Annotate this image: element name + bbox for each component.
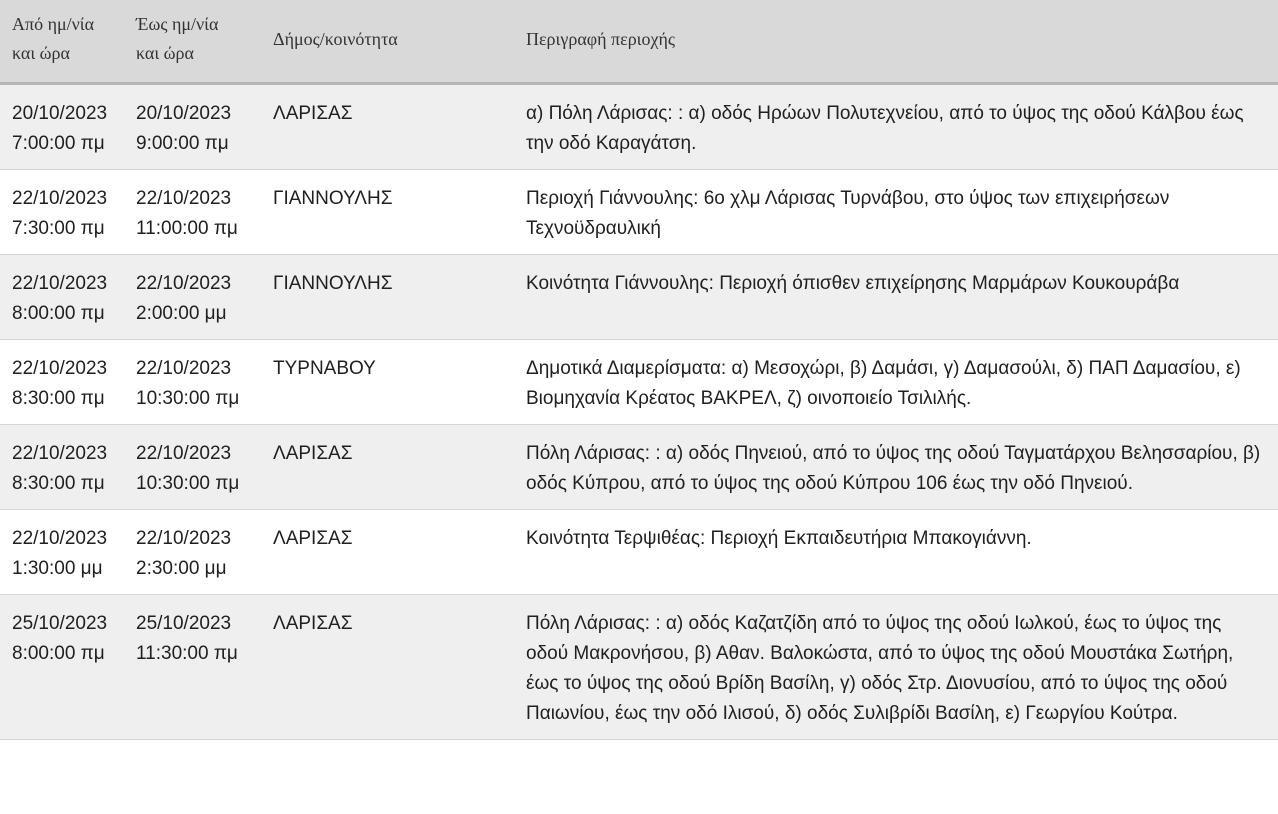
from-date: 22/10/2023 [12,443,108,464]
cell-to [136,84,273,170]
table-row [0,340,1278,425]
to-date: 22/10/2023 [136,273,232,294]
table-row [0,425,1278,510]
header-municipality: Δήμος/κοινότητα [273,0,526,84]
cell-description [526,340,1278,425]
from-date: 22/10/2023 [12,273,108,294]
cell-description [526,425,1278,510]
description-text: Πόλη Λάρισας: : α) οδός Καζατζίδη από το ύψος της οδού Ιωλκού, έως το ύψος της οδού Μακρονήσου, β) Αθαν. Βαλοκώστα, από το ύψος της οδού Μουστάκα Σωτήρη, έως το ύψος της οδού Βρίδη Βασίλη, γ) οδός Στρ. Διονυσίου, από το ύψος της οδού Παιωνίου, έως την οδό Ιλισού, δ) οδός Συλιβρίδι Βασίλη, ε) Γεωργίου Κούτρα. [526,613,1234,724]
cell-from [0,510,136,595]
table-body [0,84,1278,740]
to-time: 11:00:00 πμ [136,218,238,239]
to-date: 22/10/2023 [136,443,232,464]
to-date: 20/10/2023 [136,103,232,124]
table-row [0,255,1278,340]
header-from-line2: και ώρα [12,43,70,63]
description-text: Δημοτικά Διαμερίσματα: α) Μεσοχώρι, β) Δαμάσι, γ) Δαμασούλι, δ) ΠΑΠ Δαμασίου, ε) Βιομηχανία Κρέατος ΒΑΚΡΕΛ, ζ) οινοποιείο Τσιλιλής. [526,358,1241,409]
cell-municipality: ΛΑΡΙΣΑΣ [273,84,526,170]
to-time: 11:30:00 πμ [136,643,238,664]
to-time: 2:30:00 μμ [136,558,227,579]
cell-from [0,595,136,740]
header-to [136,0,273,84]
from-date: 25/10/2023 [12,613,108,634]
from-time: 1:30:00 μμ [12,558,103,579]
from-time: 8:30:00 πμ [12,388,105,409]
cell-from [0,170,136,255]
cell-from [0,340,136,425]
description-text: Κοινότητα Τερψιθέας: Περιοχή Εκπαιδευτήρια Μπακογιάννη. [526,528,1032,549]
from-time: 8:30:00 πμ [12,473,105,494]
from-date: 22/10/2023 [12,358,108,379]
header-description: Περιγραφή περιοχής [526,0,1278,84]
cell-municipality: ΓΙΑΝΝΟΥΛΗΣ [273,170,526,255]
to-date: 22/10/2023 [136,188,232,209]
cell-municipality: ΤΥΡΝΑΒΟΥ [273,340,526,425]
header-from [0,0,136,84]
from-date: 20/10/2023 [12,103,108,124]
cell-description [526,255,1278,340]
cell-to [136,255,273,340]
cell-description [526,595,1278,740]
cell-from [0,84,136,170]
cell-municipality: ΛΑΡΙΣΑΣ [273,510,526,595]
cell-from [0,255,136,340]
from-time: 7:30:00 πμ [12,218,105,239]
cell-to [136,170,273,255]
description-text: α) Πόλη Λάρισας: : α) οδός Ηρώων Πολυτεχνείου, από το ύψος της οδού Κάλβου έως την οδό Καραγάτση. [526,103,1244,154]
header-from-line1: Από ημ/νία [12,14,95,34]
to-time: 10:30:00 πμ [136,473,240,494]
table-row [0,510,1278,595]
table-row [0,595,1278,740]
table-header [0,0,1278,84]
description-text: Κοινότητα Γιάννουλης: Περιοχή όπισθεν επιχείρησης Μαρμάρων Κουκουράβα [526,273,1180,294]
from-date: 22/10/2023 [12,188,108,209]
cell-description [526,84,1278,170]
from-time: 7:00:00 πμ [12,133,105,154]
cell-to [136,510,273,595]
description-text: Περιοχή Γιάννουλης: 6ο χλμ Λάρισας Τυρνάβου, στο ύψος των επιχειρήσεων Τεχνοϋδραυλική [526,188,1170,239]
cell-municipality: ΛΑΡΙΣΑΣ [273,595,526,740]
to-time: 9:00:00 πμ [136,133,229,154]
description-text: Πόλη Λάρισας: : α) οδός Πηνειού, από το ύψος της οδού Ταγματάρχου Βελησσαρίου, β) οδός Κύπρου, από το ύψος της οδού Κύπρου 106 έως την οδό Πηνειού. [526,443,1261,494]
cell-to [136,425,273,510]
to-time: 2:00:00 μμ [136,303,227,324]
from-time: 8:00:00 πμ [12,643,105,664]
cell-to [136,595,273,740]
table-row [0,84,1278,170]
to-date: 22/10/2023 [136,358,232,379]
cell-description [526,510,1278,595]
to-date: 22/10/2023 [136,528,232,549]
cell-from [0,425,136,510]
cell-description [526,170,1278,255]
cell-municipality: ΛΑΡΙΣΑΣ [273,425,526,510]
cell-municipality: ΓΙΑΝΝΟΥΛΗΣ [273,255,526,340]
from-time: 8:00:00 πμ [12,303,105,324]
header-row [0,0,1278,84]
from-date: 22/10/2023 [12,528,108,549]
header-to-line1: Έως ημ/νία [136,14,219,34]
header-to-line2: και ώρα [136,43,194,63]
to-time: 10:30:00 πμ [136,388,240,409]
cell-to [136,340,273,425]
table-row [0,170,1278,255]
to-date: 25/10/2023 [136,613,232,634]
